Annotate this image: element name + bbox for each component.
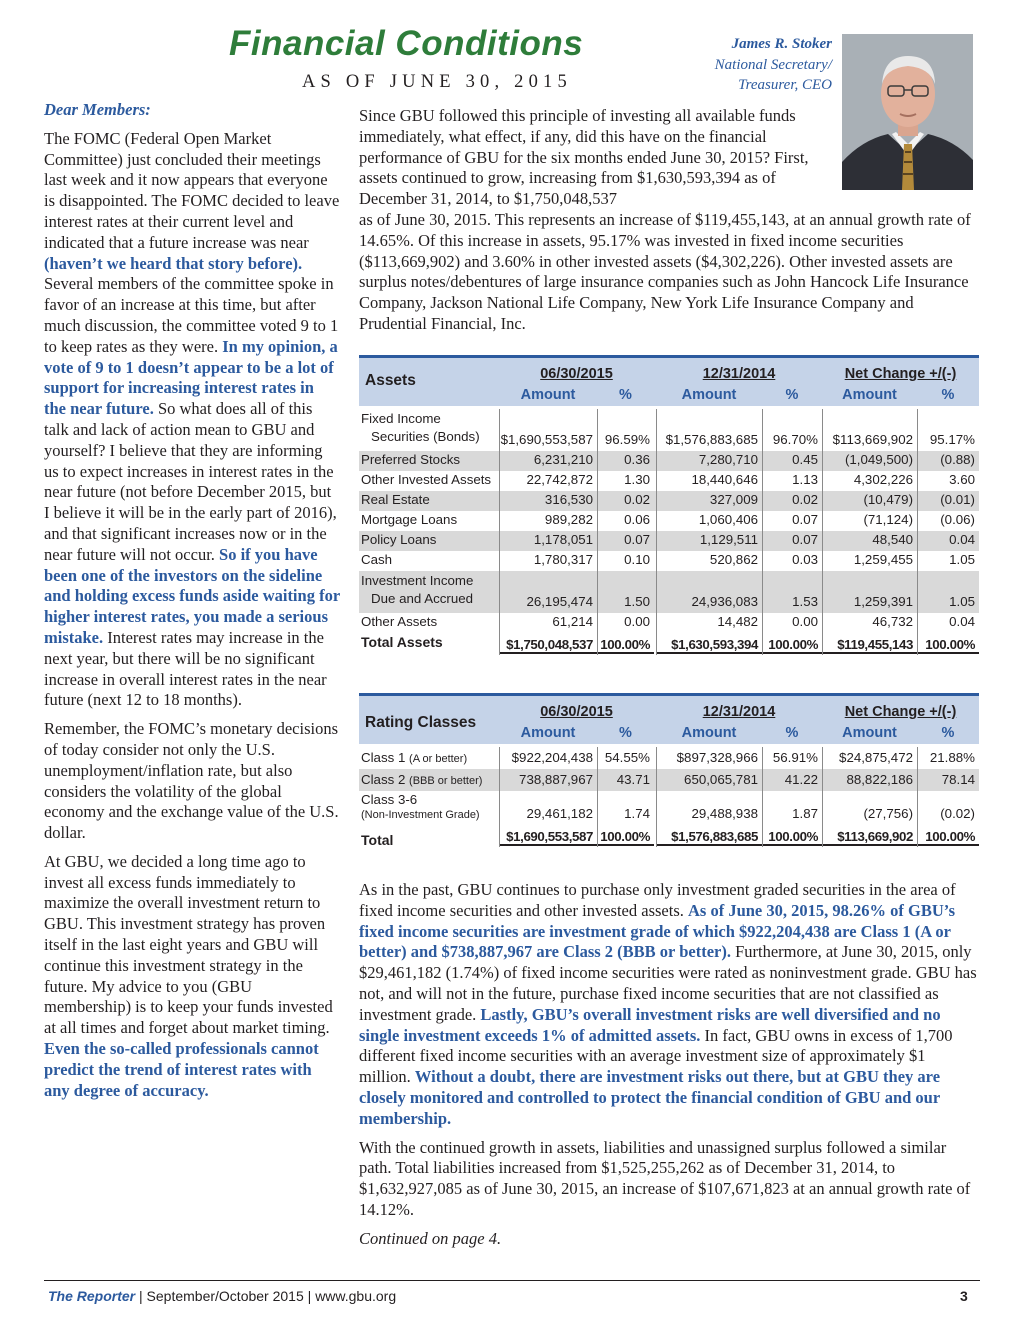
letter-paragraph-1: The FOMC (Federal Open Market Committee) just concluded their meetings last week and it now appears that everyone is disappointed. The FOMC decided to leave interest rates at their current level and indicated that a future increase was near (haven’t we heard that story before). Several members of the committee spoke in favor of an increase at this time, but after much discussion, the committee voted 9 to 1 to keep rates as they were. In my opinion, a vote of 9 to 1 doesn’t appear to be a lot of support for increasing interest rates in the near future. So what does all of this talk and lack of action mean to GBU and yourself? I believe that they are informing us to expect increases in interest rates in the near future (not before December 2015, but I believe it will be in the early part of 2016), and that significant increases now or in the near future will not occur. So if you have been one of the investors on the sideline and holding excess funds aside waiting for higher interest rates, you made a serious mistake. Interest rates may increase in the next year, but there will be no significant increase in overall interest rates in the near future (next 12 to 18 months). [44, 128, 340, 710]
closing-paragraph-1: As in the past, GBU continues to purchase only investment graded securities in the area of fixed income securities and other invested assets. As of June 30, 2015, 98.26% of GBU’s fixed income securities are investment grade of which $922,204,438 are Class 1 (A or better) and $738,887,967 are Class 2 (BBB or better). Furthermore, at June 30, 2015, only $29,461,182 (1.74%) of fixed income securities were rated as noninvestment grade. GBU has not, and will not in the future, purchase fixed income securities that are not classified as investment grade. Lastly, GBU’s overall investment risks are well diversified and no single investment exceeds 1% of admitted assets. In fact, GBU owns in excess of 1,700 different fixed income securities with an average investment size of approximately $1 million. Without a doubt, there are investment risks out there, but at GBU they are closely monitored and controlled to protect the financial condition of GBU and our membership. [359, 880, 977, 1128]
column-divider [762, 747, 763, 847]
col-amount-2: Amount [681, 725, 737, 741]
table-cell: (0.06) [940, 512, 975, 527]
table-cell: 1.87 [792, 806, 818, 821]
col-period-1: 06/30/2015 [540, 704, 613, 720]
footer-divider [44, 1280, 980, 1281]
table-cell: 650,065,781 [684, 772, 758, 787]
col-amount-3: Amount [842, 387, 897, 403]
table-cell: 26,195,474 [526, 594, 593, 609]
column-divider [597, 747, 598, 847]
column-divider [917, 747, 918, 847]
table-total-row [359, 633, 979, 659]
table-cell: (27,756) [863, 806, 913, 821]
table-row [359, 551, 979, 571]
column-divider [656, 409, 657, 655]
col-pct-2: % [785, 387, 799, 403]
row-label: Investment Income Due and Accrued [361, 573, 474, 606]
table-row [359, 769, 979, 791]
table-cell: 0.45 [792, 452, 818, 467]
table-row [359, 747, 979, 769]
table-cell: $113,669,902 [832, 432, 913, 447]
table-cell: 100.00% [597, 829, 654, 846]
assets-table-body [359, 409, 979, 659]
footer: The Reporter | September/October 2015 | www.gbu.org [48, 1288, 397, 1304]
row-label: Cash [361, 552, 393, 567]
table-cell: (0.01) [940, 492, 975, 507]
author-role-line2: Treasurer, CEO [738, 77, 832, 93]
table-cell: 100.00% [597, 637, 654, 654]
page-number: 3 [960, 1288, 968, 1304]
table-cell: 0.03 [792, 552, 818, 567]
publication-name: The Reporter [48, 1288, 136, 1304]
table-cell: $1,750,048,537 [499, 637, 597, 654]
table-cell: $922,204,438 [511, 750, 593, 765]
table-cell: $1,576,883,685 [656, 829, 762, 846]
table-cell: 1.05 [949, 594, 975, 609]
table-cell: 6,231,210 [533, 452, 593, 467]
table-row [359, 613, 979, 633]
letter-column [44, 100, 340, 1109]
col-period-2: 12/31/2014 [702, 704, 776, 720]
table-cell: 327,009 [709, 492, 758, 507]
table-cell: 95.17% [929, 432, 975, 447]
table-cell: 989,282 [544, 512, 593, 527]
letter-paragraph-3: At GBU, we decided a long time ago to invest all excess funds immediately to maximize the overall investment return to GBU. This investment strategy has proven itself in the last eight years and GBU will continue this investment strategy in the future. My advice to you (GBU membership) is to keep your funds invested at all times and forget about market timing. Even the so-called professionals cannot predict the trend of interest rates with any degree of accuracy. [44, 851, 333, 1100]
table-cell: 0.02 [624, 492, 650, 507]
table-cell: 100.00% [917, 829, 979, 846]
table-cell: 78.14 [941, 772, 975, 787]
row-label: Mortgage Loans [361, 512, 458, 527]
table-cell: 100.00% [762, 637, 822, 654]
row-label: Preferred Stocks [361, 452, 461, 467]
table-cell: 1.53 [792, 594, 818, 609]
row-label: Class 3-6 (Non-Investment Grade) [361, 792, 480, 821]
table-row [359, 409, 979, 451]
total-label: Total Assets [361, 634, 443, 650]
table-cell: 0.00 [624, 614, 650, 629]
table-cell: (0.88) [940, 452, 975, 467]
table-cell: 1.50 [624, 594, 650, 609]
column-divider [762, 409, 763, 655]
table-cell: 3.60 [949, 472, 975, 487]
table-cell: 1.30 [624, 472, 650, 487]
table-cell: $113,669,902 [822, 829, 917, 846]
rating-classes-table [359, 693, 979, 851]
table-cell: 14,482 [717, 614, 758, 629]
col-pct-1: % [619, 725, 632, 741]
table-total-row [359, 825, 979, 851]
closing-section [359, 880, 981, 1258]
table-cell: 21.88% [929, 750, 975, 765]
table-cell: 22,742,872 [526, 472, 593, 487]
table-cell: 520,862 [709, 552, 758, 567]
rating-table-header [359, 696, 979, 744]
row-label: Class 2 (BBB or better) [361, 772, 483, 787]
row-label: Other Assets [361, 614, 438, 629]
col-amount-3: Amount [842, 725, 897, 741]
col-period-1: 06/30/2015 [540, 366, 613, 382]
page-title: Financial Conditions [229, 24, 584, 63]
row-label: Real Estate [361, 492, 430, 507]
row-label: Class 1 (A or better) [361, 750, 468, 765]
table-row [359, 531, 979, 551]
table-cell: 1,259,391 [853, 594, 913, 609]
author-name: James R. Stoker [731, 36, 832, 52]
table-cell: 0.06 [624, 512, 650, 527]
table-cell: 96.70% [772, 432, 818, 447]
table-cell: 738,887,967 [519, 772, 593, 787]
table-row [359, 451, 979, 471]
table-cell: 41.22 [784, 772, 818, 787]
table-cell: 0.00 [792, 614, 818, 629]
row-label: Policy Loans [361, 532, 437, 547]
table-cell: 316,530 [544, 492, 593, 507]
table-cell: 100.00% [917, 637, 979, 654]
table-cell: 100.00% [762, 829, 822, 846]
col-period-3: Net Change +/(-) [844, 366, 957, 382]
table-cell: $24,875,472 [839, 750, 913, 765]
table-cell: (0.02) [940, 806, 975, 821]
table-cell: 1,060,406 [698, 512, 758, 527]
col-period-2: 12/31/2014 [702, 366, 776, 382]
table-cell: $1,690,553,587 [499, 829, 597, 846]
table-cell: 1,259,455 [853, 552, 913, 567]
col-pct-1: % [619, 387, 632, 403]
assets-table-title: Assets [365, 372, 416, 389]
assets-table [359, 355, 979, 659]
table-cell: $119,455,143 [822, 637, 917, 654]
table-cell: 4,302,226 [853, 472, 913, 487]
table-cell: 0.36 [624, 452, 650, 467]
col-amount-2: Amount [681, 387, 737, 403]
table-cell: 29,488,938 [691, 806, 758, 821]
intro-paragraph: Since GBU followed this principle of investing all available funds immediately, what effect, if any, did this have on the financial performance of GBU for the six months ended June 30, 2015? First, assets continued to grow, increasing from $1,630,593,394 as of December 31, 2014, to $1,750,048,537 as of June 30, 2015. This represents an increase of $119,455,143, at an annual growth rate of 14.65%. Of this increase in assets, 95.17% was invested in fixed income securities ($113,669,902) and 3.60% in other invested assets ($4,302,226). Other invested assets are surplus notes/debentures of large insurance companies such as John Hancock Life Insurance Company, Jackson National Life Company, New York Life Insurance Company and Prudential Financial, Inc. [359, 106, 971, 333]
table-cell: (71,124) [863, 512, 913, 527]
table-cell: 88,822,186 [846, 772, 913, 787]
table-cell: 1,780,317 [533, 552, 593, 567]
col-pct-3: % [941, 725, 955, 741]
row-label: Other Invested Assets [361, 472, 492, 487]
total-label: Total [361, 832, 394, 848]
table-row [359, 471, 979, 491]
col-amount-1: Amount [520, 725, 576, 741]
continued-note: Continued on page 4. [359, 1228, 502, 1248]
page-subtitle: AS OF JUNE 30, 2015 [302, 72, 572, 92]
table-cell: 0.04 [949, 614, 975, 629]
table-row [359, 571, 979, 613]
table-row [359, 791, 979, 825]
col-period-3: Net Change +/(-) [844, 704, 957, 720]
column-divider [822, 409, 823, 655]
row-label: Fixed Income Securities (Bonds) [361, 411, 480, 444]
column-divider [499, 409, 500, 655]
table-row [359, 511, 979, 531]
assets-table-header [359, 358, 979, 406]
letter-paragraph-2: Remember, the FOMC’s monetary decisions of today consider not only the U.S. unemployment/inflation rate, but also considers the volatility of the global economy and the exchange value of the U.S. dollar. [44, 719, 339, 843]
table-cell: 54.55% [604, 750, 650, 765]
table-cell: 0.07 [792, 532, 818, 547]
table-cell: 43.71 [616, 772, 650, 787]
table-cell: 61,214 [552, 614, 593, 629]
table-cell: 1.13 [792, 472, 818, 487]
column-divider [597, 409, 598, 655]
rating-table-body [359, 747, 979, 851]
column-divider [822, 747, 823, 847]
table-cell: 96.59% [604, 432, 650, 447]
closing-paragraph-2: With the continued growth in assets, liabilities and unassigned surplus followed a similar path. Total liabilities increased from $1,525,255,262 as of December 31, 2014, to $1,632,927,085 as of June 30, 2015, an increase of $107,671,823 at an annual growth rate of 14.12%. [359, 1137, 971, 1219]
rating-table-title: Rating Classes [365, 714, 477, 731]
author-block [660, 34, 832, 96]
table-cell: 7,280,710 [698, 452, 758, 467]
table-row [359, 491, 979, 511]
table-cell: (10,479) [863, 492, 913, 507]
table-cell: 46,732 [872, 614, 913, 629]
column-divider [499, 747, 500, 847]
table-cell: $1,630,593,394 [656, 637, 762, 654]
letter-greeting: Dear Members: [44, 100, 151, 119]
table-cell: 29,461,182 [526, 806, 593, 821]
table-cell: 0.10 [624, 552, 650, 567]
table-cell: 1.74 [624, 806, 650, 821]
table-cell: 48,540 [872, 532, 913, 547]
table-cell: $1,690,553,587 [500, 432, 593, 447]
table-cell: $1,576,883,685 [665, 432, 758, 447]
col-amount-1: Amount [520, 387, 576, 403]
table-cell: 0.04 [949, 532, 975, 547]
table-cell: 1,178,051 [533, 532, 593, 547]
table-cell: $897,328,966 [676, 750, 758, 765]
table-cell: 1.05 [949, 552, 975, 567]
table-cell: 24,936,083 [691, 594, 758, 609]
column-divider [917, 409, 918, 655]
table-cell: 0.07 [792, 512, 818, 527]
col-pct-2: % [785, 725, 799, 741]
table-cell: 18,440,646 [691, 472, 758, 487]
issue-date: September/October 2015 [146, 1288, 304, 1304]
table-cell: (1,049,500) [844, 452, 913, 467]
table-cell: 1,129,511 [699, 532, 758, 547]
website-link[interactable]: www.gbu.org [315, 1288, 397, 1304]
table-cell: 0.07 [624, 532, 650, 547]
table-cell: 0.02 [792, 492, 818, 507]
col-pct-3: % [941, 387, 955, 403]
column-divider [656, 747, 657, 847]
author-role-line1: National Secretary/ [714, 56, 832, 73]
table-cell: 56.91% [772, 750, 818, 765]
